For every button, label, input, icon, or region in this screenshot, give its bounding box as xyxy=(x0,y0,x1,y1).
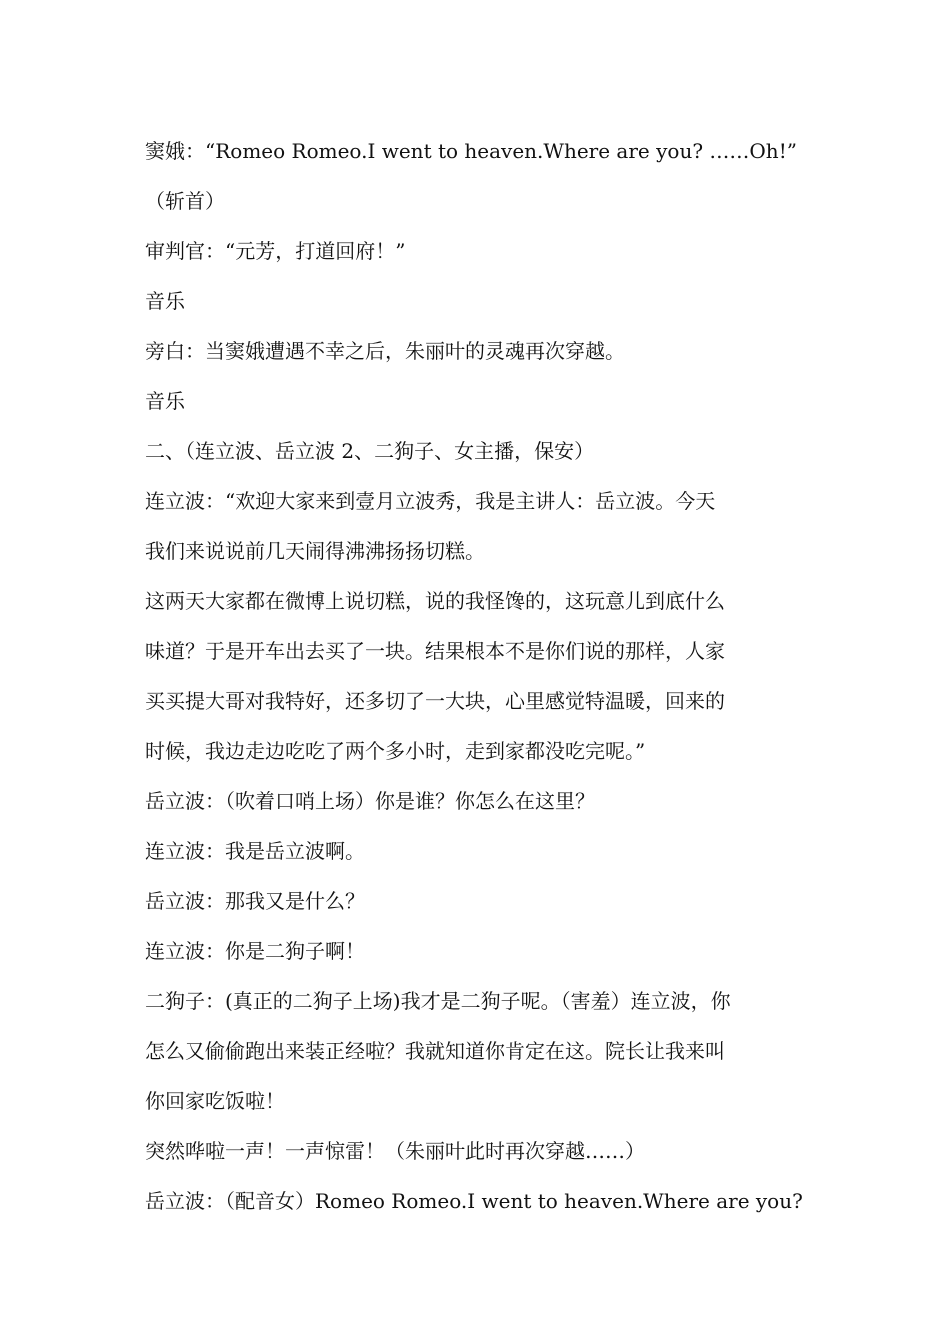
text-line: 突然哗啦一声！一声惊雷！（朱丽叶此时再次穿越……） xyxy=(145,1139,645,1163)
text-line: 音乐 xyxy=(145,389,185,413)
document-body xyxy=(145,126,810,1226)
text-line: 你回家吃饭啦！ xyxy=(145,1089,285,1113)
text-line: 味道？于是开车出去买了一块。结果根本不是你们说的那样，人家 xyxy=(145,639,725,663)
text-line: 我们来说说前几天闹得沸沸扬扬切糕。 xyxy=(145,539,485,563)
text-line: 连立波：我是岳立波啊。 xyxy=(145,839,365,863)
text-line: 音乐 xyxy=(145,289,185,313)
text-line: 买买提大哥对我特好，还多切了一大块，心里感觉特温暖，回来的 xyxy=(145,689,725,713)
section-heading: 二、（连立波、岳立波 2、二狗子、女主播，保安） xyxy=(145,439,595,463)
text-line: 审判官：“元芳，打道回府！” xyxy=(145,239,406,263)
text-line: 时候，我边走边吃吃了两个多小时，走到家都没吃完呢。” xyxy=(145,739,646,763)
text-line: 岳立波：（配音女）Romeo Romeo.I went to heaven.Where are you? xyxy=(145,1189,803,1213)
text-line: 旁白：当窦娥遭遇不幸之后，朱丽叶的灵魂再次穿越。 xyxy=(145,339,625,363)
text-line: （斩首） xyxy=(145,189,225,213)
text-line: 连立波：你是二狗子啊！ xyxy=(145,939,365,963)
text-line: 岳立波：（吹着口哨上场）你是谁？你怎么在这里？ xyxy=(145,789,595,813)
text-line: 窦娥：“Romeo Romeo.I went to heaven.Where are you? ……Oh!” xyxy=(145,139,797,163)
text-line: 二狗子：(真正的二狗子上场)我才是二狗子呢。（害羞）连立波，你 xyxy=(145,989,731,1013)
text-line: 这两天大家都在微博上说切糕，说的我怪馋的，这玩意儿到底什么 xyxy=(145,589,725,613)
text-line: 岳立波：那我又是什么？ xyxy=(145,889,365,913)
text-line: 怎么又偷偷跑出来装正经啦？我就知道你肯定在这。院长让我来叫 xyxy=(145,1039,725,1063)
text-line: 连立波：“欢迎大家来到壹月立波秀，我是主讲人：岳立波。今天 xyxy=(145,489,716,513)
